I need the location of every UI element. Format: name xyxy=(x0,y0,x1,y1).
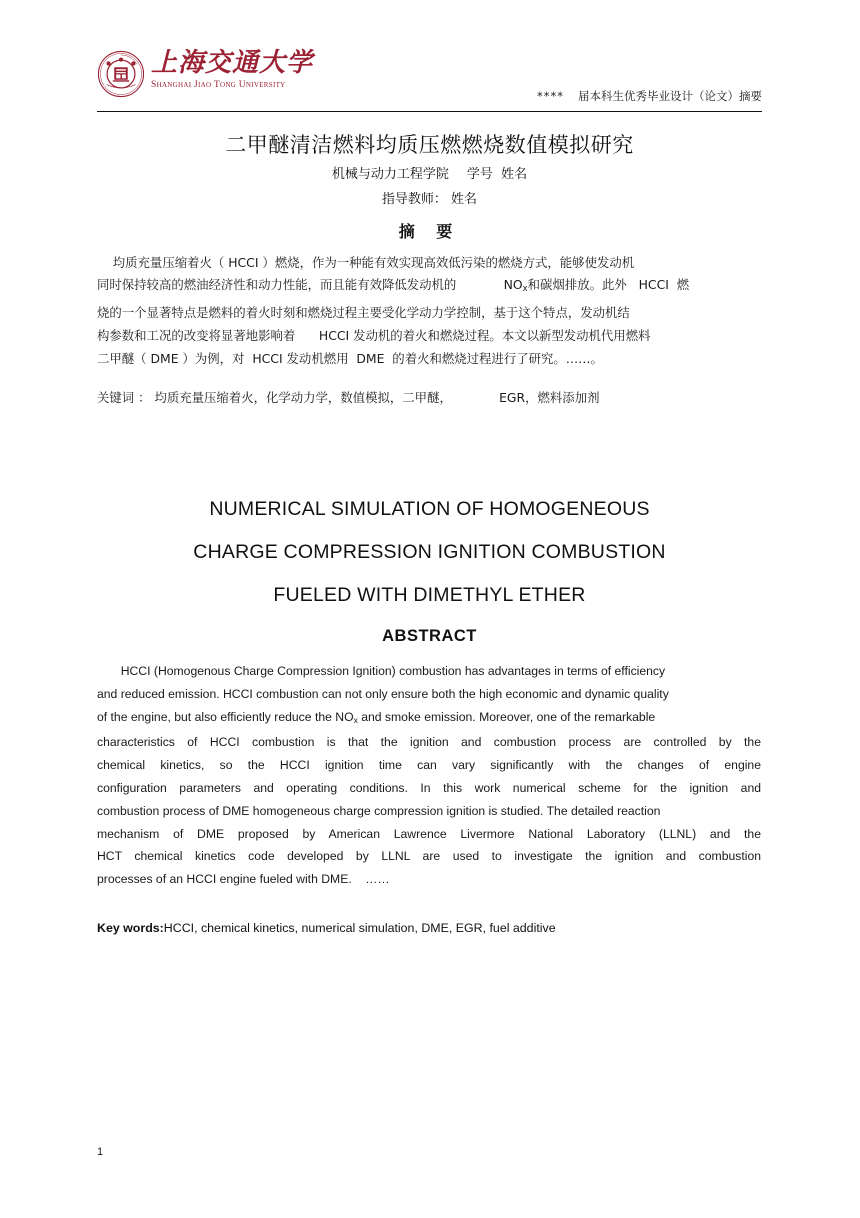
nox-formula xyxy=(504,277,528,292)
page-title-chinese: 二甲醚清洁燃料均质压燃燃烧数值模拟研究 xyxy=(225,133,634,157)
abstract-cn-line-3: 烧的一个显著特点是燃料的着火时刻和燃烧过程主要受化学动力学控制，基于这个特点，发动机结 xyxy=(97,304,630,320)
en-title-line-1: NUMERICAL SIMULATION OF HOMOGENEOUS xyxy=(209,498,650,520)
en-title-line-2: CHARGE COMPRESSION IGNITION COMBUSTION xyxy=(193,541,666,563)
abstract-en-line-6: configuration parameters and operating conditions. In this work numerical scheme for the ignition and xyxy=(97,780,761,795)
author-line-chinese xyxy=(97,163,762,182)
header-subtitle: 届本科生优秀毕业设计（论文）摘要 xyxy=(578,89,762,103)
advisor-line-chinese: 指导教师： 姓名 xyxy=(381,192,478,207)
university-logo xyxy=(97,48,313,98)
en-title-line-3: FUELED WITH DIMETHYL ETHER xyxy=(273,584,586,606)
abstract-en-line-3-head: of the engine, but also efficiently reduce the NO xyxy=(97,709,354,724)
page-title-english xyxy=(97,488,762,617)
student-name: 姓名 xyxy=(501,167,528,182)
logo-chinese-name: 上海交通大学 xyxy=(151,48,314,78)
abstract-cn-line-1: 均质充量压缩着火（ HCCI ）燃烧，作为一种能有效实现高效低污染的燃烧方式，能够使发动机 xyxy=(97,255,635,270)
page-header xyxy=(97,48,762,110)
page-number: 1 xyxy=(97,1146,104,1158)
logo-wordmark xyxy=(151,48,313,91)
abstract-heading-english: ABSTRACT xyxy=(382,627,477,645)
student-id: 学号 xyxy=(466,167,493,182)
header-right-text xyxy=(537,88,762,104)
abstract-cn-line-5: 二甲醚（ DME ）为例，对 HCCI 发动机燃用 DME 的着火和燃烧过程进行了研究。……。 xyxy=(97,350,603,366)
logo-english-name: Shanghai Jiao Tong University xyxy=(151,80,286,90)
keywords-english xyxy=(97,921,761,935)
keywords-label-chinese: 关键词 ： xyxy=(97,390,151,405)
abstract-body-chinese xyxy=(97,252,765,369)
abstract-en-line-3 xyxy=(97,706,761,732)
abstract-en-line-7: combustion process of DME homogeneous charge compression ignition is studied. The detailed reaction xyxy=(97,803,661,818)
header-divider xyxy=(97,111,762,112)
header-year-placeholder: **** xyxy=(537,89,564,103)
abstract-heading-chinese: 摘 要 xyxy=(398,222,461,241)
nox-subscript: x xyxy=(522,283,528,294)
abstract-cn-line-2-head: 同时保持较高的燃油经济性和动力性能，而且能有效降低发动机的 xyxy=(97,276,504,292)
nox-subscript-english: x xyxy=(353,714,358,725)
abstract-body-english xyxy=(97,660,761,891)
abstract-en-line-1: HCCI (Homogenous Charge Compression Ignition) combustion has advantages in terms of efficiency xyxy=(97,664,666,678)
abstract-en-line-4: characteristics of HCCI combustion is that the ignition and combustion process are controlled by the xyxy=(97,735,761,750)
keywords-value-chinese: 均质充量压缩着火，化学动力学，数值模拟，二甲醚， EGR，燃料添加剂 xyxy=(150,390,600,405)
abstract-cn-line-2-tail: 和碳烟排放。此外 HCCI 燃 xyxy=(527,276,690,292)
abstract-en-line-8: mechanism of DME proposed by American Lawrence Livermore National Laboratory (LLNL) and the xyxy=(97,826,761,841)
abstract-en-line-2: and reduced emission. HCCI combustion can not only ensure both the high economic and dynamic quality xyxy=(97,686,669,701)
keywords-chinese xyxy=(97,388,765,406)
keywords-value-english: HCCI, chemical kinetics, numerical simulation, DME, EGR, fuel additive xyxy=(163,921,556,935)
abstract-cn-line-4: 构参数和工况的改变将显著地影响着 HCCI 发动机的着火和燃烧过程。本文以新型发动机代用燃料 xyxy=(97,327,651,343)
school-name: 机械与动力工程学院 xyxy=(331,167,449,182)
abstract-cn-line-2 xyxy=(97,274,765,301)
abstract-en-line-10: processes of an HCCI engine fueled with DME. …… xyxy=(97,872,390,887)
nox-base: NO xyxy=(503,276,523,292)
abstract-en-line-9: HCT chemical kinetics code developed by LLNL are used to investigate the ignition and combustion xyxy=(97,849,761,864)
sjtu-seal-icon xyxy=(97,50,145,98)
keywords-label-english: Key words: xyxy=(97,921,164,935)
abstract-en-line-3-tail: and smoke emission. Moreover, one of the remarkable xyxy=(357,709,656,724)
abstract-en-line-5: chemical kinetics, so the HCCI ignition time can vary significantly with the changes of engine xyxy=(97,758,761,773)
